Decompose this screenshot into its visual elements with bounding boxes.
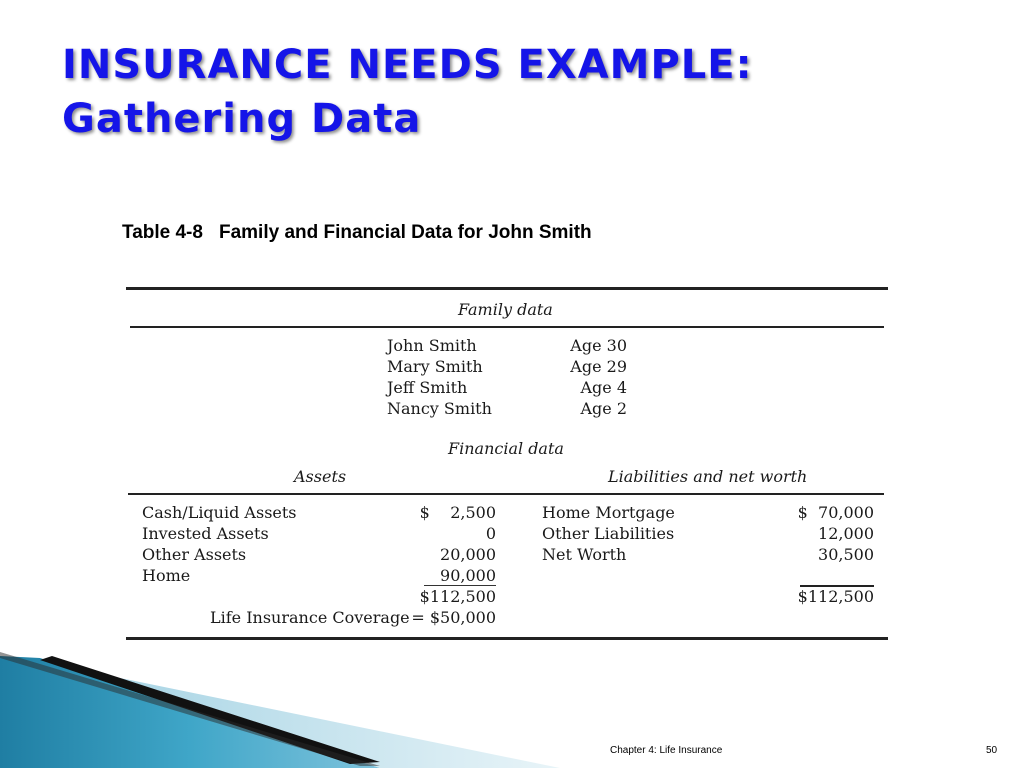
family-name: Jeff Smith	[387, 378, 468, 397]
family-age: Age 2	[580, 399, 627, 418]
black-swoosh-line	[40, 656, 380, 764]
asset-label: Other Assets	[142, 545, 247, 564]
financial-data-heading: Financial data	[448, 439, 564, 458]
liabilities-heading: Liabilities and net worth	[608, 467, 808, 486]
financial-data-table	[112, 276, 902, 644]
family-age: Age 30	[570, 336, 627, 355]
table-caption-text: Family and Financial Data for John Smith	[218, 222, 592, 243]
asset-value: $ 2,500	[419, 503, 496, 522]
table-caption-number: Table 4-8	[122, 222, 203, 243]
assets-heading: Assets	[294, 467, 347, 486]
coverage-label: Life Insurance Coverage	[210, 608, 410, 627]
family-heading-rule	[130, 326, 884, 328]
family-name: John Smith	[387, 336, 477, 355]
liability-label: Other Liabilities	[542, 524, 675, 543]
light-wave-shape	[40, 658, 560, 768]
table-caption	[122, 222, 592, 244]
liability-value: 30,500	[818, 545, 874, 564]
asset-label: Home	[142, 566, 191, 585]
teal-wave-shape	[0, 656, 380, 768]
decorative-swoosh	[0, 638, 1024, 768]
shadow-swoosh-line	[0, 652, 380, 766]
table-bottom-rule	[126, 637, 888, 640]
footer-chapter-label: Chapter 4: Life Insurance	[610, 745, 723, 756]
liability-value: 12,000	[818, 524, 874, 543]
slide-title-line-1: INSURANCE NEEDS EXAMPLE:	[62, 42, 753, 88]
footer-page-number: 50	[986, 745, 998, 756]
family-data-heading: Family data	[458, 300, 553, 319]
coverage-value: = $50,000	[411, 608, 496, 627]
family-age: Age 29	[570, 357, 627, 376]
asset-label: Invested Assets	[142, 524, 269, 543]
assets-total: $112,500	[419, 587, 496, 606]
liability-value: $ 70,000	[797, 503, 874, 522]
financial-heading-rule	[128, 493, 884, 495]
liabilities-total: $112,500	[797, 587, 874, 606]
family-name: Nancy Smith	[387, 399, 492, 418]
slide-title-line-2: Gathering Data	[62, 96, 422, 142]
family-age: Age 4	[580, 378, 627, 397]
asset-value: 20,000	[440, 545, 496, 564]
asset-label: Cash/Liquid Assets	[142, 503, 297, 522]
slide-title	[62, 38, 753, 146]
asset-value: 90,000	[424, 566, 496, 586]
family-name: Mary Smith	[387, 357, 483, 376]
table-top-rule	[126, 287, 888, 290]
liability-label: Net Worth	[542, 545, 627, 564]
asset-value: 0	[485, 524, 496, 543]
liability-label: Home Mortgage	[542, 503, 675, 522]
